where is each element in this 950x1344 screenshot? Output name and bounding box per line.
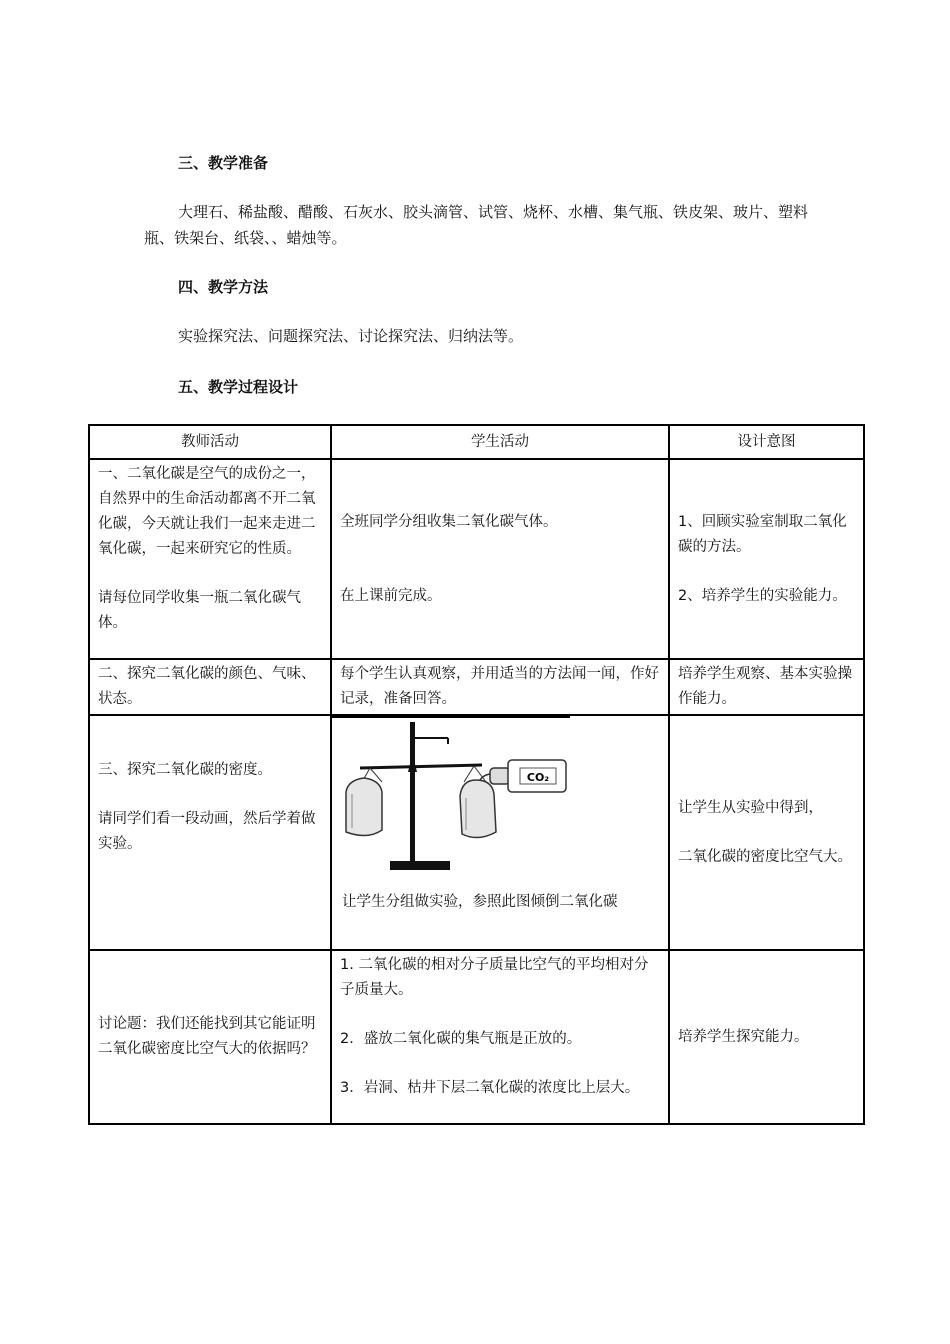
section-heading-prep: 三、教学准备 [178,154,269,172]
experiment-figure-area [332,716,668,949]
table-header-row [89,425,864,459]
cell-text: 2、培养学生的实验能力。 [678,587,847,604]
left-paper-bag [346,778,382,836]
cell-text: 1. 二氧化碳的相对分子质量比空气的平均相对分子质量大。 [340,957,649,998]
table-row [89,950,864,1124]
prep-materials-line2: 瓶、铁架台、纸袋、、蜡烛等。 [144,229,347,247]
cell-text: 请每位同学收集一瓶二氧化碳气体。 [98,590,301,631]
balance-apparatus-figure [332,716,572,876]
section-heading-process: 五、教学过程设计 [178,378,299,396]
cell-text: 一、二氧化碳是空气的成份之一，自然界中的生命活动都离不开二氧化碳，今天就让我们一起来走进二氧化碳，一起来研究它的性质。 [98,466,316,557]
table-row [89,659,864,715]
table-row [89,715,864,950]
cell-teacher: 讨论题：我们还能找到其它能证明二氧化碳密度比空气大的依据吗？ [89,950,331,1124]
cell-text: 全班同学分组收集二氧化碳气体。 [340,513,558,530]
header-student: 学生活动 [331,425,669,459]
prep-materials-line1: 大理石、稀盐酸、醋酸、石灰水、胶头滴管、试管、烧杯、水槽、集气瓶、铁皮架、玻片、塑料 [178,203,809,221]
header-teacher: 教师活动 [89,425,331,459]
co2-label: CO₂ [526,771,550,784]
cell-intent: 培养学生观察、基本实验操作能力。 [669,659,864,715]
table-row [89,459,864,659]
cell-text: 1、回顾实验室制取二氧化碳的方法。 [678,513,847,555]
section-heading-method: 四、教学方法 [178,278,269,296]
cell-student [331,950,669,1124]
cell-student: 每个学生认真观察，并用适当的方法闻一闻，作好记录，准备回答。 [331,659,669,715]
cell-text: 2．盛放二氧化碳的集气瓶是正放的。 [340,1031,582,1047]
cell-intent: 培养学生探究能力。 [669,950,864,1124]
stand-rod [410,722,415,862]
cell-teacher: 二、探究二氧化碳的颜色、气味、状态。 [89,659,331,715]
cell-student [331,459,669,659]
cell-intent [669,459,864,659]
cell-text: 二氧化碳的密度比空气大。 [678,848,852,865]
stand-base [390,861,450,870]
cell-text: 让学生分组做实验，参照此图倾倒二氧化碳 [342,894,618,910]
cell-text: 请同学们看一段动画，然后学着做实验。 [98,811,316,852]
cell-text: 3．岩洞、枯井下层二氧化碳的浓度比上层大。 [340,1080,640,1096]
cell-teacher [89,459,331,659]
cell-text: 让学生从实验中得到， [678,799,823,816]
process-table [88,424,865,1125]
cell-text: 在上课前完成。 [340,587,442,604]
header-intent: 设计意图 [669,425,864,459]
cell-text: 三、探究二氧化碳的密度。 [98,762,272,778]
method-text: 实验探究法、问题探究法、讨论探究法、归纳法等。 [178,327,524,345]
bottle-neck [490,768,510,784]
cell-student [331,715,669,950]
right-paper-bag [460,780,496,838]
cell-teacher [89,715,331,950]
cell-intent [669,715,864,950]
